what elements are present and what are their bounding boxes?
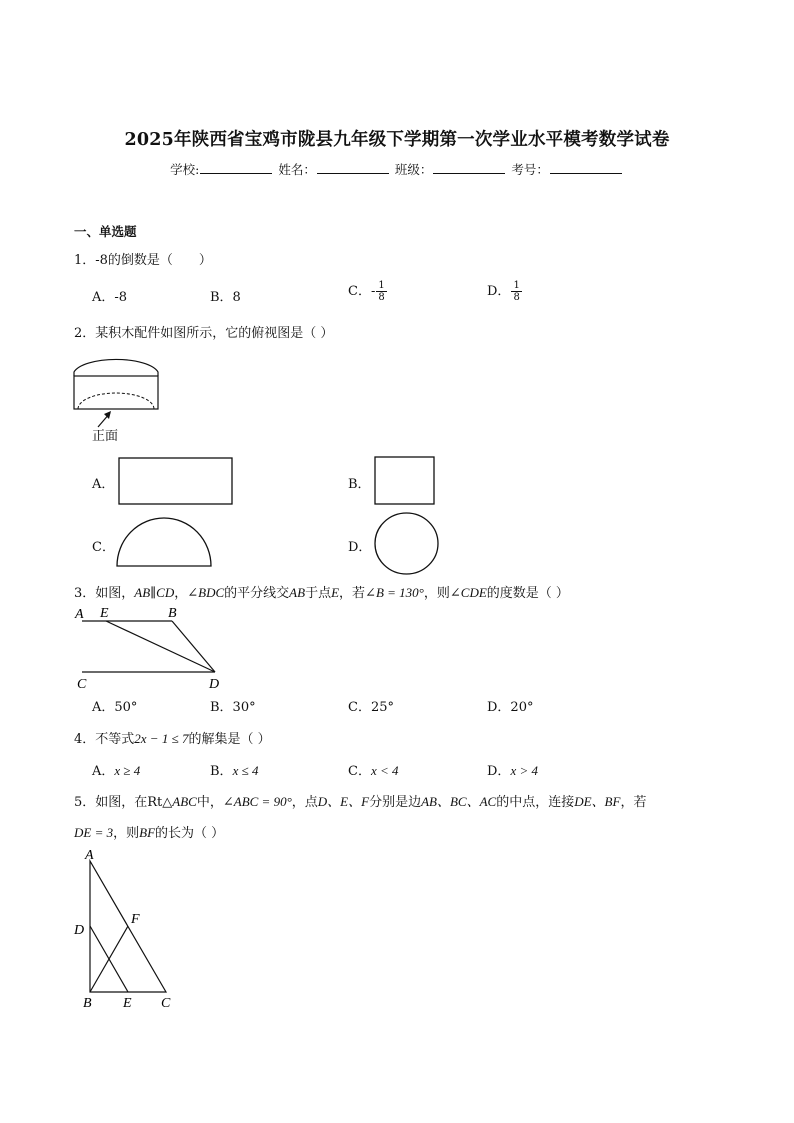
q3-option-d[interactable]: D．20° (487, 700, 534, 715)
name-blank[interactable] (317, 161, 389, 174)
q4-option-b[interactable] (210, 760, 258, 779)
q2-option-d[interactable]: D． (348, 540, 372, 555)
q5-text-1: 5．如图，在Rt△ (74, 795, 173, 810)
q5-points-def: D、E、F (317, 794, 370, 809)
q3-point-e: E (331, 585, 340, 600)
q1-option-d-prefix: D． (487, 284, 511, 299)
q3-ab: AB (289, 585, 306, 600)
q1-option-d-fraction (511, 280, 521, 303)
q5-label-b: B (83, 996, 92, 1011)
q4-option-d[interactable] (487, 760, 538, 779)
q2-b-rect-shape (375, 457, 434, 504)
q2-block-top-arc (74, 359, 158, 376)
q5-text-4: 分别是边 (369, 795, 422, 810)
q5-label-f: F (131, 912, 140, 927)
q2-block-hidden-arc (78, 393, 154, 409)
q3-label-e: E (100, 606, 109, 621)
q3-option-b[interactable]: B．30° (210, 700, 256, 715)
name-label: 姓名： (278, 162, 316, 177)
q1-d-denominator: 8 (513, 292, 520, 303)
q5-text-7: ，则 (113, 826, 140, 841)
q4-d-value: x > 4 (510, 763, 538, 778)
q3-ab-parallel-cd: AB∥CD (134, 585, 175, 600)
number-label: 考号： (511, 162, 549, 177)
q2-option-a-rectangle[interactable] (118, 457, 234, 505)
q3-stem (74, 582, 569, 601)
q2-option-a[interactable]: A． (92, 477, 115, 492)
q3-angle-b: ∠B = 130° (365, 585, 424, 600)
q5-connections: DE、BF (574, 794, 621, 809)
q5-label-e: E (123, 996, 132, 1011)
q3-option-c[interactable]: C．25° (348, 700, 394, 715)
q5-triangle-abc: ABC (172, 794, 197, 809)
q2-a-rect-shape (119, 458, 232, 504)
q5-text-5: 的中点，连接 (496, 795, 575, 810)
q3-angle-bdc: ∠BDC (187, 585, 225, 600)
q5-sides: AB、BC、AC (421, 794, 497, 809)
q5-stem-line1 (74, 791, 646, 810)
q2-c-semicircle-shape (117, 518, 211, 566)
q5-label-d: D (74, 923, 85, 938)
q3-segment-bd (172, 621, 215, 672)
q1-option-d[interactable] (487, 280, 522, 303)
q4-text-2: 的解集是（ ） (188, 732, 271, 747)
q3-text-1: 3．如图， (74, 586, 135, 601)
q1-d-numerator: 1 (513, 280, 520, 291)
student-info-line (0, 160, 794, 178)
q3-text-7: 的度数是（ ） (486, 586, 569, 601)
q4-inequality: 2x − 1 ≤ 7 (134, 731, 189, 746)
q3-segment-ed (106, 621, 215, 672)
q5-label-a: A (85, 848, 94, 863)
q2-block-figure (70, 354, 165, 414)
q1-c-numerator: 1 (378, 280, 385, 291)
q2-option-c-semicircle[interactable] (116, 517, 212, 568)
q2-d-circle-shape (375, 513, 438, 574)
q1-option-c-fraction (376, 280, 386, 303)
q1-option-c-prefix: C．- (348, 284, 376, 299)
q4-b-prefix: B． (210, 764, 233, 779)
q4-option-c[interactable] (348, 760, 399, 779)
q3-text-4: 于点 (305, 586, 332, 601)
number-blank[interactable] (550, 161, 622, 174)
q1-option-a[interactable]: A．-8 (92, 290, 128, 305)
class-label: 班级： (394, 162, 433, 177)
q1-stem: 1．-8的倒数是（ ） (74, 253, 212, 268)
q5-de-value: DE = 3 (74, 825, 114, 840)
q3-angle-cde: ∠CDE (449, 585, 487, 600)
q5-text-6: ，若 (620, 795, 647, 810)
q2-option-b-square[interactable] (374, 456, 436, 506)
q1-c-denominator: 8 (378, 292, 385, 303)
school-label: 学校: (170, 162, 200, 177)
q3-label-a: A (75, 607, 84, 622)
q4-d-prefix: D． (487, 764, 511, 779)
q2-option-d-circle[interactable] (374, 512, 440, 576)
q2-stem: 2．某积木配件如图所示，它的俯视图是（ ） (74, 326, 334, 341)
q1-option-c[interactable] (348, 280, 387, 303)
q3-option-a[interactable]: A．50° (92, 700, 138, 715)
q5-text-3: ，点 (291, 795, 318, 810)
class-blank[interactable] (433, 161, 505, 174)
q4-a-prefix: A． (92, 764, 115, 779)
section-title: 一、单选题 (74, 224, 137, 239)
q3-label-d: D (209, 677, 220, 692)
q5-text-8: 的长为（ ） (155, 826, 225, 841)
q2-front-label: 正面 (92, 429, 119, 444)
q1-option-b[interactable]: B．8 (210, 290, 241, 305)
exam-title: 2025年陕西省宝鸡市陇县九年级下学期第一次学业水平模考数学试卷 (124, 130, 670, 150)
q5-bf: BF (139, 825, 156, 840)
q3-label-c: C (77, 677, 87, 692)
q4-c-value: x < 4 (370, 763, 399, 778)
q5-text-2: 中， (196, 795, 223, 810)
q4-a-value: x ≥ 4 (114, 763, 141, 778)
q3-text-3: 的平分线交 (224, 586, 290, 601)
q3-text-6: ，则 (423, 586, 450, 601)
q3-parallel-lines-figure (72, 604, 232, 690)
q2-block-body (74, 376, 158, 409)
q3-text-5: ，若 (339, 586, 366, 601)
q3-label-b: B (168, 606, 177, 621)
q4-option-a[interactable] (92, 760, 140, 779)
q4-text-1: 4．不等式 (74, 732, 135, 747)
q4-stem (74, 728, 271, 747)
q5-stem-line2 (74, 822, 224, 841)
school-blank[interactable] (200, 161, 272, 174)
q4-b-value: x ≤ 4 (232, 763, 259, 778)
q5-angle-abc: ∠ABC = 90° (222, 794, 292, 809)
q5-triangle-figure (70, 846, 182, 1010)
q2-front-arrow-head (104, 411, 111, 419)
q5-label-c: C (161, 996, 171, 1011)
q2-option-c[interactable]: C． (92, 540, 115, 555)
q2-option-b[interactable]: B． (348, 477, 371, 492)
q4-c-prefix: C． (348, 764, 371, 779)
q3-text-2: ， (174, 586, 188, 601)
